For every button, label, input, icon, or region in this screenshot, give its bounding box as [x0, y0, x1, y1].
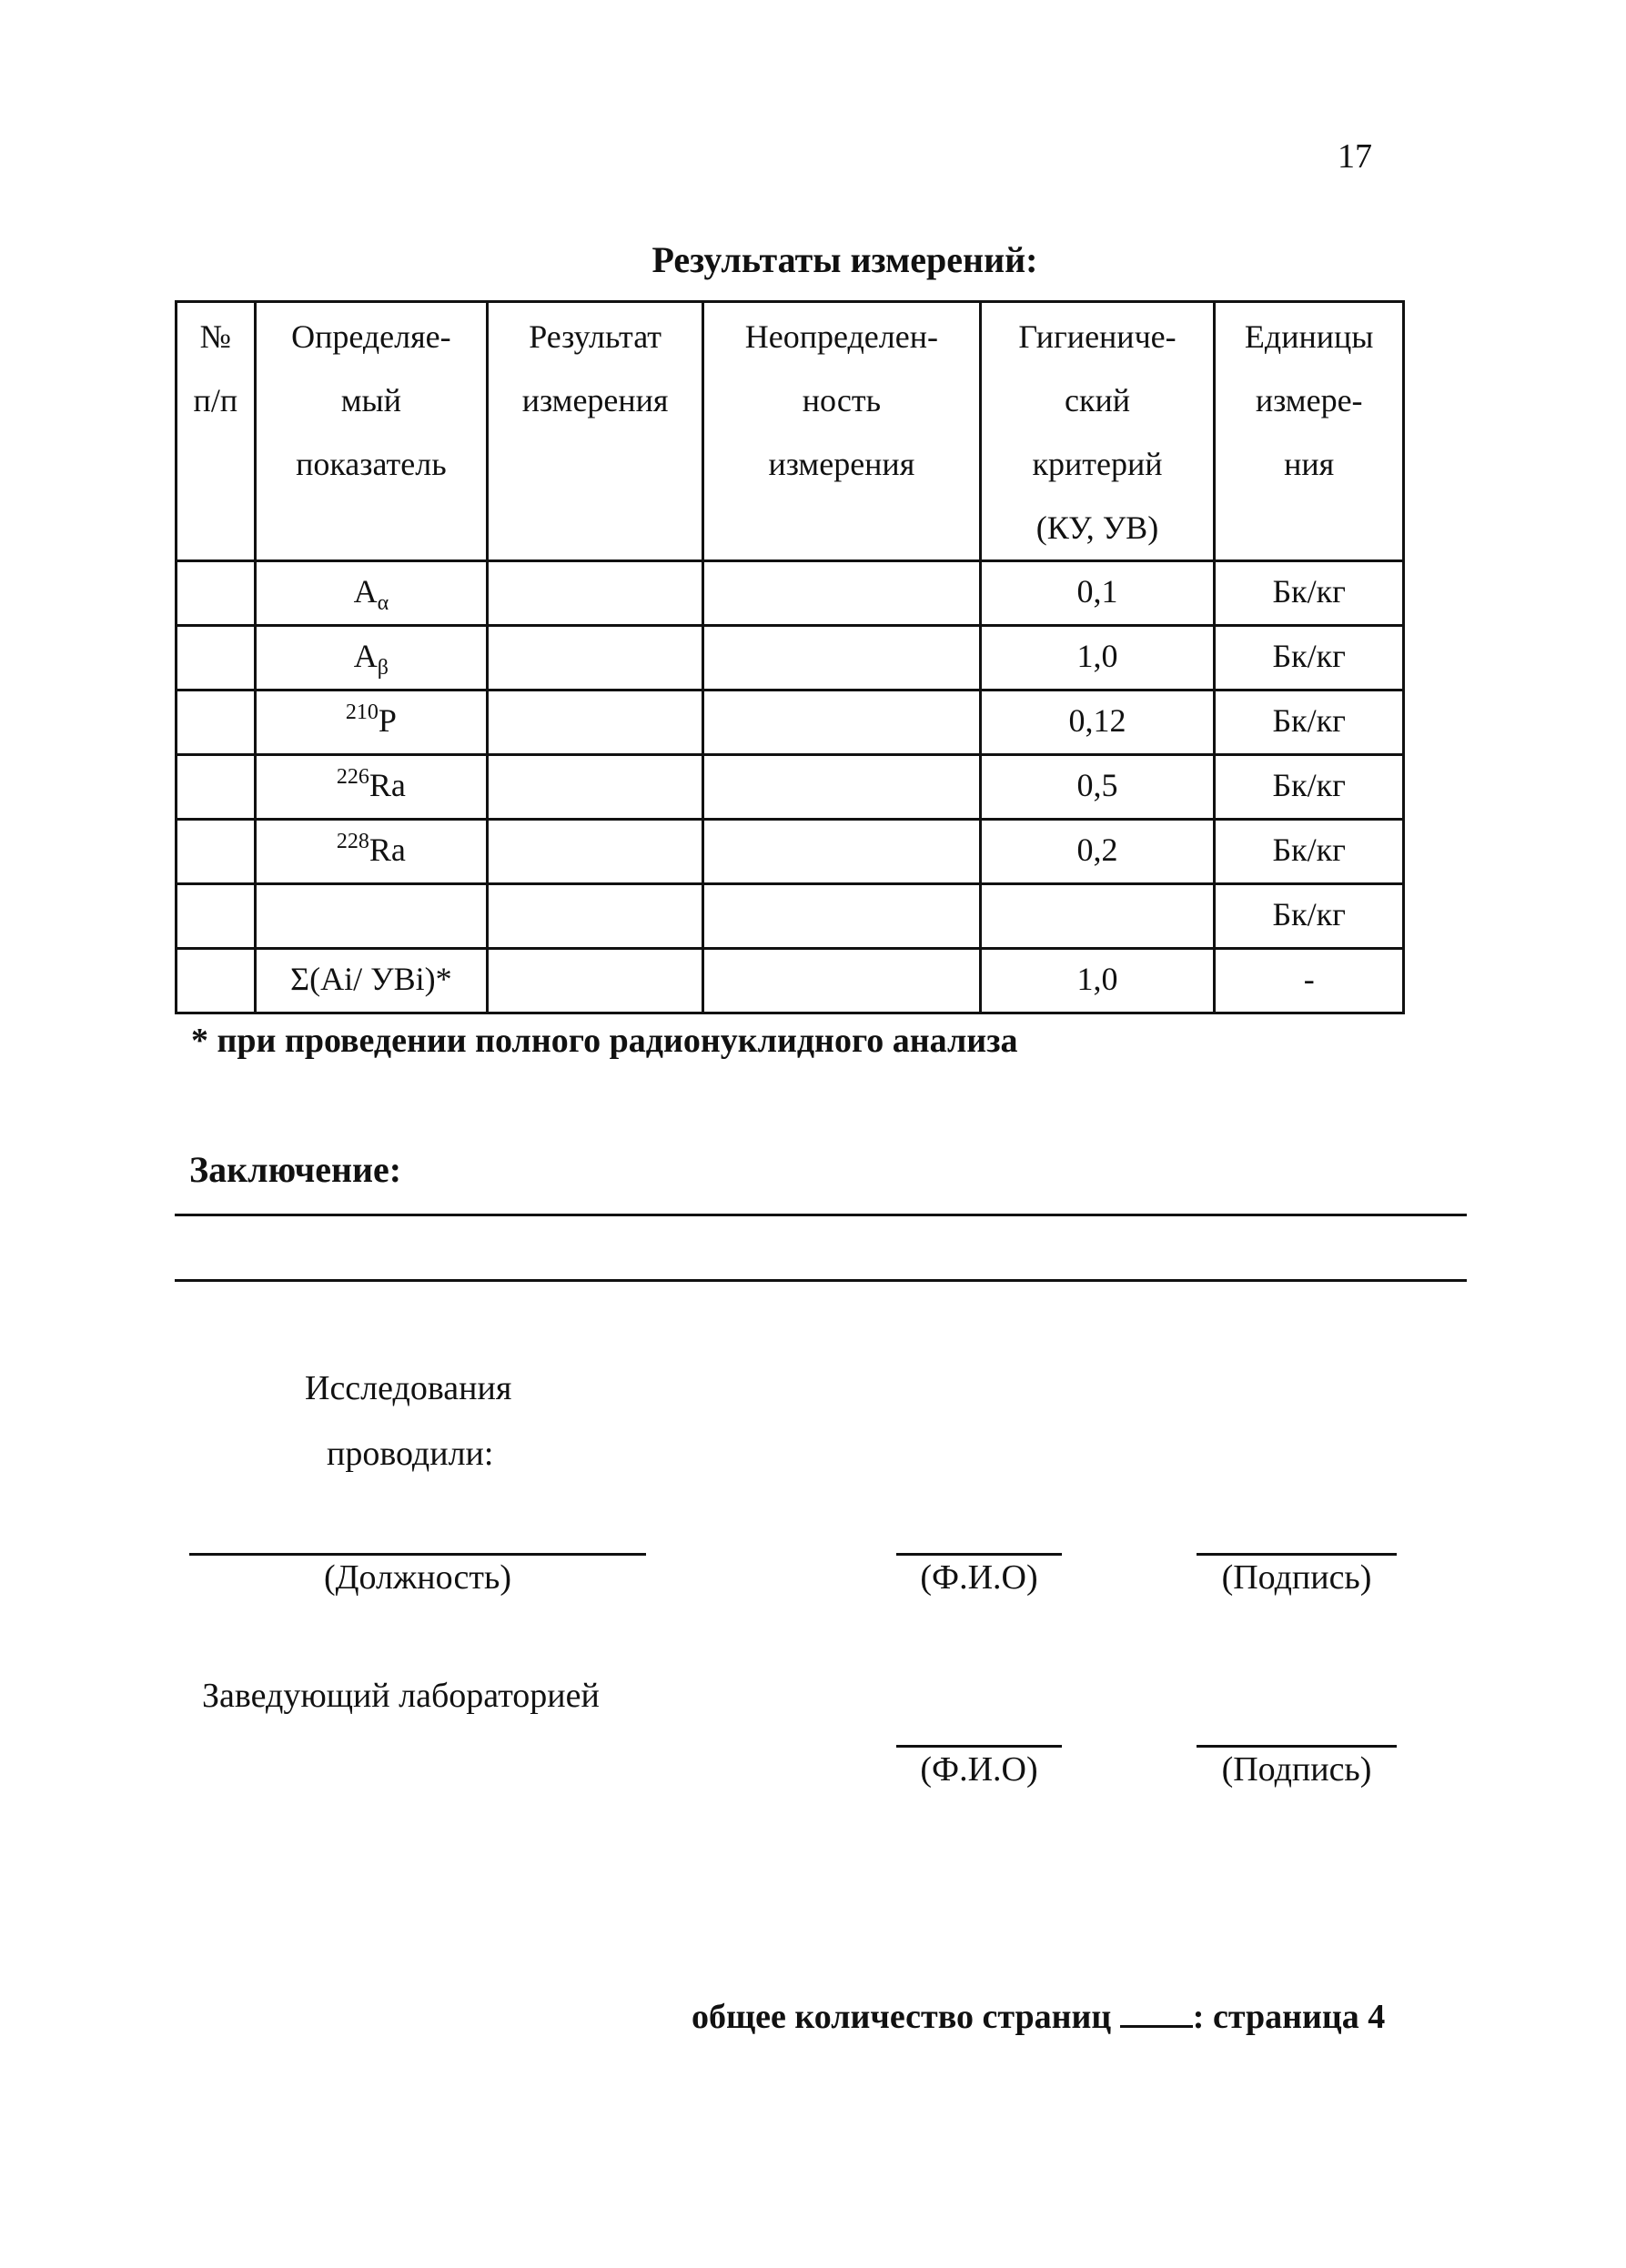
row-result	[488, 690, 703, 755]
row-unit: Бк/кг	[1215, 626, 1404, 690]
row-indicator	[255, 884, 487, 949]
table-footnote: * при проведении полного радионуклидного анализа	[191, 1022, 1018, 1060]
fio-line	[896, 1553, 1062, 1556]
row-uncertainty	[703, 690, 981, 755]
row-criterion: 1,0	[980, 949, 1215, 1013]
row-result	[488, 949, 703, 1013]
row-uncertainty	[703, 626, 981, 690]
row-indicator: $^{210}$P	[255, 690, 487, 755]
row-indicator: Σ(Ai/ УВi)*	[255, 949, 487, 1013]
header-criterion: Гигиениче- ский критерий (КУ, УВ)	[980, 302, 1215, 561]
header-indicator: Определяе- мый показатель	[255, 302, 487, 561]
row-result	[488, 884, 703, 949]
header-uncertainty: Неопределен- ность измерения	[703, 302, 981, 561]
signature-caption-2: (Подпись)	[1221, 1750, 1372, 1789]
row-criterion: 0,5	[980, 755, 1215, 820]
row-num	[177, 949, 256, 1013]
header-num: № п/п	[177, 302, 256, 561]
table-row	[177, 626, 1404, 690]
fio-caption-2: (Ф.И.О)	[920, 1750, 1038, 1789]
row-indicator: $^{226}$Ra	[255, 755, 487, 820]
page-title: Результаты измерений:	[651, 239, 1038, 280]
row-indicator: $A_\beta$	[255, 626, 487, 690]
header-unit: Единицы измере- ния	[1215, 302, 1404, 561]
row-result	[488, 755, 703, 820]
signature-line-2	[1197, 1745, 1397, 1748]
table-row	[177, 755, 1404, 820]
row-uncertainty	[703, 820, 981, 884]
row-criterion: 0,1	[980, 561, 1215, 626]
row-num	[177, 820, 256, 884]
row-unit: Бк/кг	[1215, 690, 1404, 755]
row-result	[488, 561, 703, 626]
row-unit: Бк/кг	[1215, 884, 1404, 949]
row-num	[177, 690, 256, 755]
page-number: 17	[1338, 137, 1372, 176]
conclusion-line-2	[175, 1279, 1467, 1282]
table-row-sum	[177, 949, 1404, 1013]
row-indicator: $^{228}$Ra	[255, 820, 487, 884]
conclusion-label: Заключение:	[189, 1149, 402, 1190]
row-result	[488, 820, 703, 884]
fio-caption: (Ф.И.О)	[920, 1558, 1038, 1597]
row-indicator: $A_\alpha$	[255, 561, 487, 626]
row-criterion: 1,0	[980, 626, 1215, 690]
row-num	[177, 755, 256, 820]
table-row	[177, 884, 1404, 949]
header-result: Результат измерения	[488, 302, 703, 561]
row-result	[488, 626, 703, 690]
table-header-row	[177, 302, 1404, 561]
row-criterion: 0,2	[980, 820, 1215, 884]
row-criterion: 0,12	[980, 690, 1215, 755]
results-table	[175, 300, 1405, 1014]
row-unit: Бк/кг	[1215, 820, 1404, 884]
row-criterion	[980, 884, 1215, 949]
position-line	[189, 1553, 646, 1556]
research-label: Исследования проводили:	[305, 1369, 512, 1473]
signature-caption: (Подпись)	[1221, 1558, 1372, 1597]
row-num	[177, 884, 256, 949]
row-uncertainty	[703, 884, 981, 949]
page-footer: общее количество страниц : страница 4	[692, 1998, 1386, 2036]
row-unit: Бк/кг	[1215, 561, 1404, 626]
row-unit: Бк/кг	[1215, 755, 1404, 820]
table-row	[177, 561, 1404, 626]
row-num	[177, 561, 256, 626]
table-row	[177, 690, 1404, 755]
signature-line	[1197, 1553, 1397, 1556]
total-pages-blank	[1120, 1998, 1193, 2028]
head-of-lab-label: Заведующий лабораторией	[202, 1677, 600, 1715]
row-unit: -	[1215, 949, 1404, 1013]
table-row	[177, 820, 1404, 884]
row-uncertainty	[703, 949, 981, 1013]
row-uncertainty	[703, 755, 981, 820]
row-num	[177, 626, 256, 690]
conclusion-line-1	[175, 1214, 1467, 1216]
row-uncertainty	[703, 561, 981, 626]
fio-line-2	[896, 1745, 1062, 1748]
position-caption: (Должность)	[323, 1558, 512, 1597]
